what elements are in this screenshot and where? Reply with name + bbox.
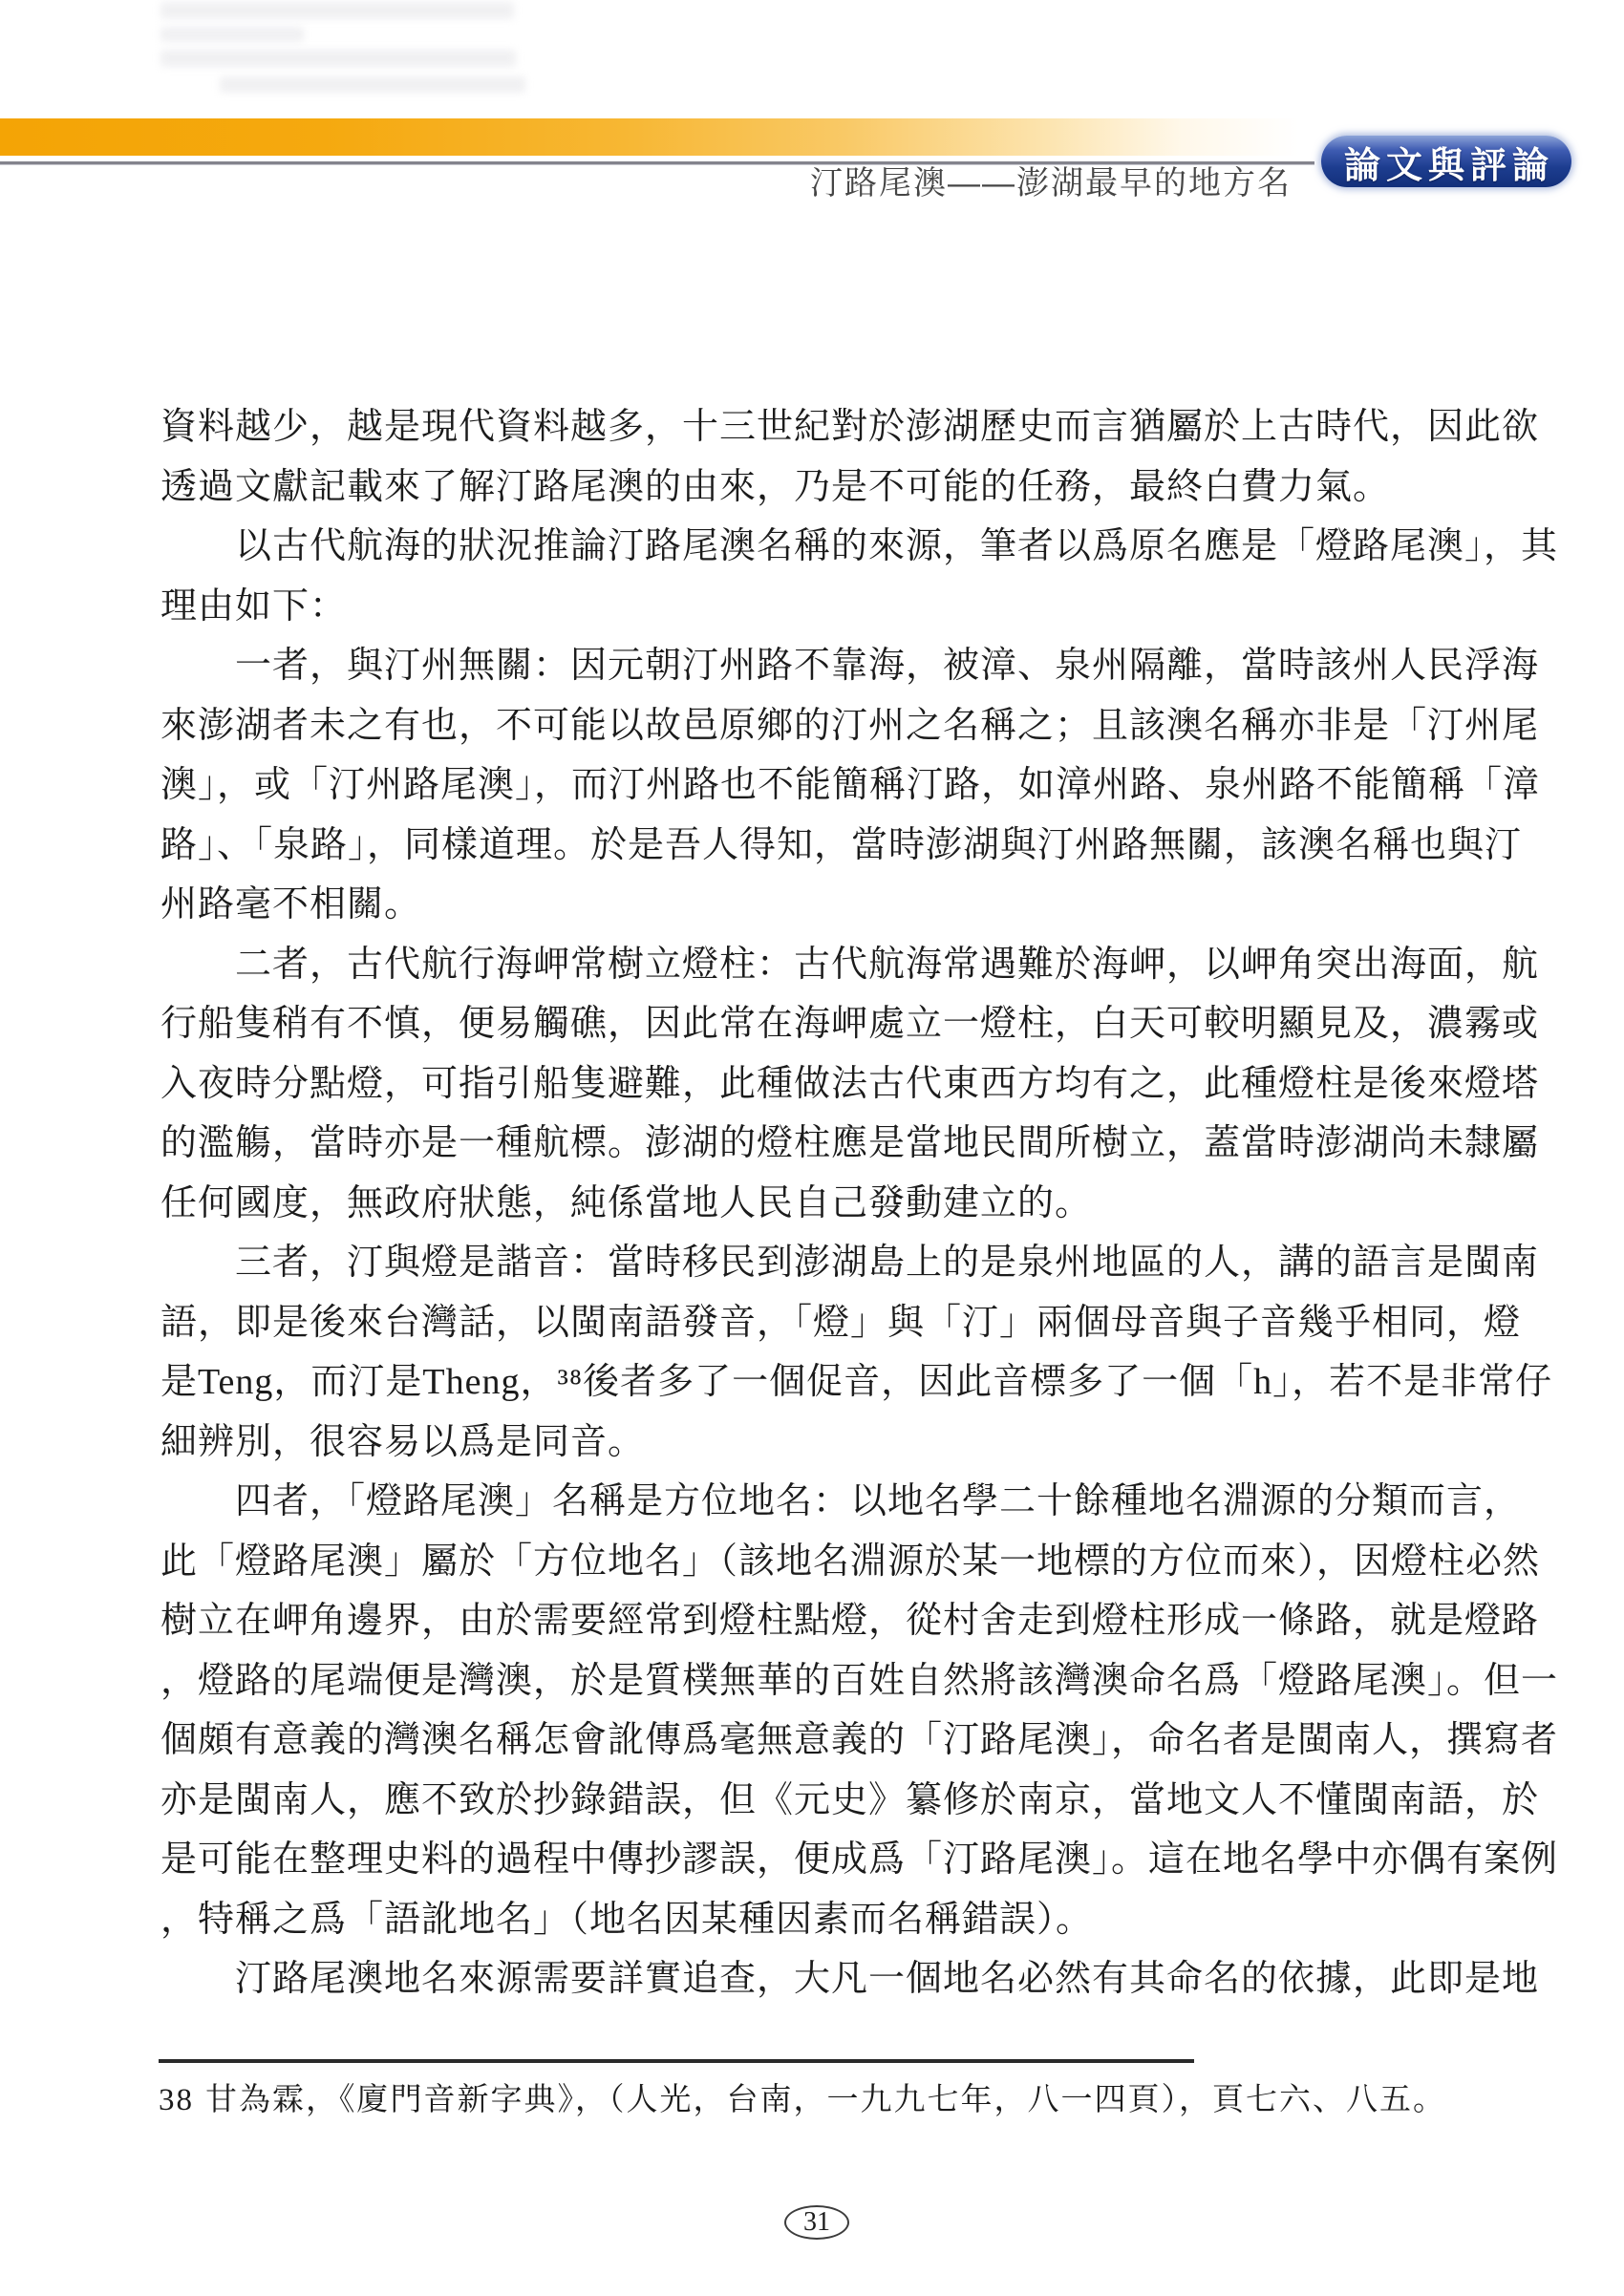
showthrough-row xyxy=(160,50,516,67)
section-badge: 論文與評論 xyxy=(1321,136,1571,187)
footnote-separator-line xyxy=(159,2059,1194,2063)
body-text-line: 透過文獻記載來了解汀路尾澳的由來，乃是不可能的任務，最終白費力氣。 xyxy=(160,466,1391,507)
body-text-line: 亦是閩南人，應不致於抄錄錯誤，但《元史》纂修於南京，當地文人不懂閩南語，於 xyxy=(160,1779,1540,1820)
body-text-line: ，燈路的尾端便是灣澳，於是質樸無華的百姓自然將該灣澳命名爲「燈路尾澳」。但一 xyxy=(160,1660,1559,1701)
body-text-line: 此「燈路尾澳」屬於「方位地名」（該地名淵源於某一地標的方位而來），因燈柱必然 xyxy=(160,1541,1541,1582)
body-text-line: 的濫觴，當時亦是一種航標。澎湖的燈柱應是當地民間所樹立，蓋當時澎湖尚未隸屬 xyxy=(160,1123,1540,1163)
body-text-line: 入夜時分點燈，可指引船隻避難，此種做法古代東西方均有之，此種燈柱是後來燈塔 xyxy=(160,1063,1540,1104)
body-text-line: 三者，汀與燈是諧音：當時移民到澎湖島上的是泉州地區的人，講的語言是閩南 xyxy=(235,1243,1540,1283)
showthrough-row xyxy=(160,27,304,42)
body-text-line: 資料越少，越是現代資料越多，十三世紀對於澎湖歷史而言猶屬於上古時代，因此欲 xyxy=(160,407,1540,447)
body-text-line: 汀路尾澳地名來源需要詳實追查，大凡一個地名必然有其命名的依據，此即是地 xyxy=(235,1959,1540,1999)
showthrough-row xyxy=(160,2,514,19)
footnote xyxy=(159,2078,1496,2122)
body-text-line: 理由如下： xyxy=(160,585,348,627)
footnote-number: 38 xyxy=(159,2083,194,2117)
body-text-line: 四者，「燈路尾澳」名稱是方位地名：以地名學二十餘種地名淵源的分類而言， xyxy=(235,1481,1522,1521)
showthrough-row xyxy=(220,76,525,93)
body-text-line: 行船隻稍有不慎，便易觸礁，因此常在海岬處立一燈柱，白天可較明顯見及，濃霧或 xyxy=(160,1004,1540,1044)
body-text-line: 樹立在岬角邊界，由於需要經常到燈柱點燈，從村舍走到燈柱形成一條路，就是燈路 xyxy=(160,1601,1540,1641)
body-text-line: 一者，與汀州無關：因元朝汀州路不靠海，被漳、泉州隔離，當時該州人民浮海 xyxy=(235,646,1540,686)
body-text-line: 以古代航海的狀況推論汀路尾澳名稱的來源，筆者以爲原名應是「燈路尾澳」，其 xyxy=(235,526,1559,566)
body-text-line: 來澎湖者未之有也，不可能以故邑原鄉的汀州之名稱之；且該澳名稱亦非是「汀州尾 xyxy=(160,705,1540,746)
body-text-line: ，特稱之爲「語訛地名」（地名因某種因素而名稱錯誤）。 xyxy=(160,1899,1094,1940)
body-text-line: 細辨別，很容易以爲是同音。 xyxy=(160,1421,646,1462)
page-number: 31 xyxy=(784,2205,849,2240)
body-text-line: 語，即是後來台灣話，以閩南語發音，「燈」與「汀」兩個母音與子音幾乎相同，燈 xyxy=(160,1302,1522,1343)
showthrough-artifact xyxy=(0,0,726,105)
article-body xyxy=(160,397,1559,2009)
accent-gradient-bar xyxy=(0,118,1299,156)
body-text-line: 澳」，或「汀州路尾澳」，而汀州路也不能簡稱汀路，如漳州路、泉州路不能簡稱「漳 xyxy=(160,765,1541,805)
running-head-article-title: 汀路尾澳——澎湖最早的地方名 xyxy=(810,165,1292,202)
footnote-text: 甘為霖，《廈門音新字典》，（人光，台南，一九九七年，八一四頁），頁七六、八五。 xyxy=(205,2083,1446,2117)
body-text-line: 州路毫不相關。 xyxy=(160,884,422,925)
body-text-line: 任何國度，無政府狀態，純係當地人民自己發動建立的。 xyxy=(160,1182,1093,1223)
body-text-line: 是Teng，而汀是Theng，³⁸後者多了一個促音，因此音標多了一個「h」，若不是非常仔 xyxy=(160,1362,1553,1402)
body-text-line: 二者，古代航行海岬常樹立燈柱：古代航海常遇難於海岬，以岬角突出海面，航 xyxy=(235,944,1540,985)
body-text-line: 個頗有意義的灣澳名稱怎會訛傳爲毫無意義的「汀路尾澳」，命名者是閩南人，撰寫者 xyxy=(160,1720,1559,1760)
body-text-line: 路」、「泉路」，同樣道理。於是吾人得知，當時澎湖與汀州路無關，該澳名稱也與汀 xyxy=(160,824,1523,865)
body-text-line: 是可能在整理史料的過程中傳抄謬誤，便成爲「汀路尾澳」。這在地名學中亦偶有案例 xyxy=(160,1839,1559,1880)
